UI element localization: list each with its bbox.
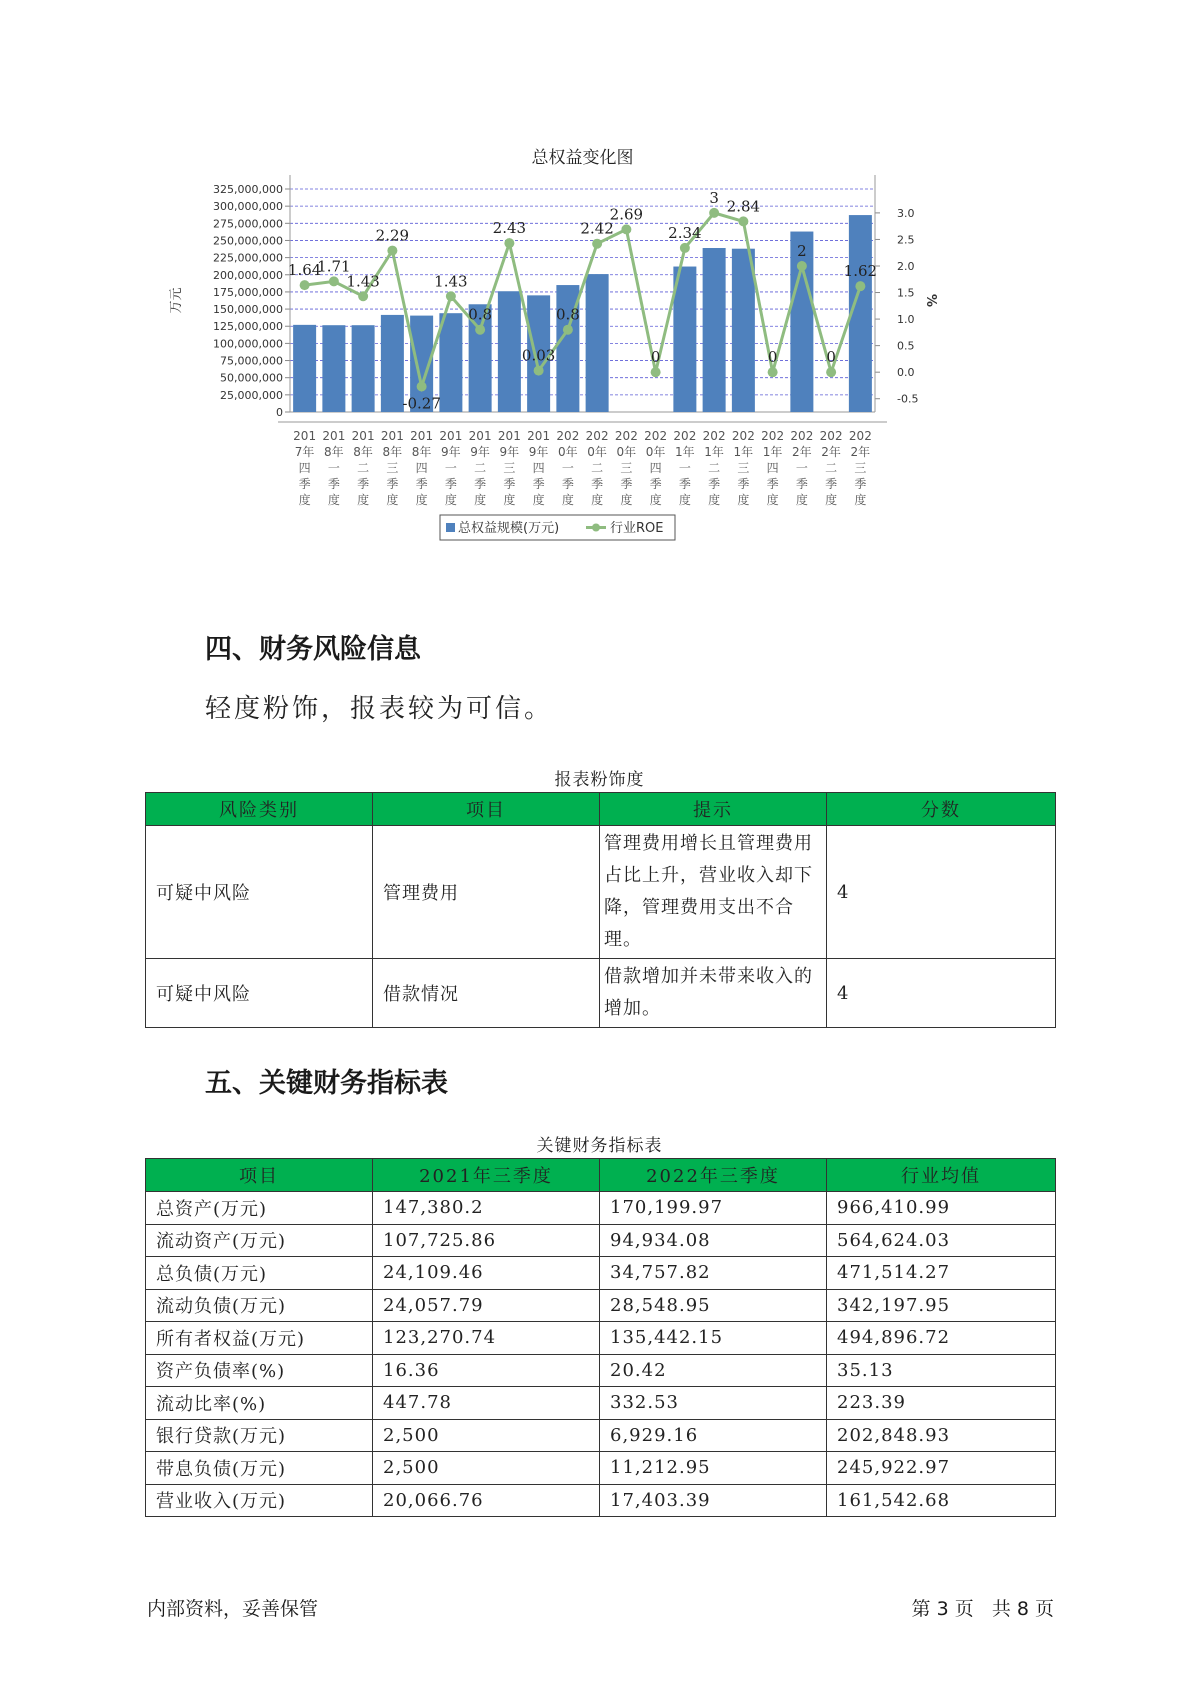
kpi-2021q3: 447.78	[373, 1387, 600, 1420]
roe-data-label: 2.42	[580, 219, 614, 238]
x-tick-label: 7年	[294, 445, 315, 459]
kpi-2022q3: 11,212.95	[600, 1452, 827, 1485]
kpi-table-row	[146, 1224, 1056, 1257]
x-tick-label: 202	[731, 429, 755, 443]
risk-table	[145, 792, 1056, 1028]
legend-bar-label: 总权益规模(万元)	[458, 521, 560, 536]
x-tick-label: 季	[357, 477, 370, 491]
x-tick-label: 202	[644, 429, 668, 443]
y-tick-label: 100,000,000	[213, 337, 283, 351]
kpi-item: 资产负债率(%)	[146, 1354, 373, 1387]
risk-table-caption: 报表粉饰度	[554, 770, 645, 790]
x-tick-label: 201	[380, 429, 404, 443]
x-tick-label: 201	[468, 429, 492, 443]
x-tick-label: 三	[737, 461, 750, 475]
legend-bar-swatch	[446, 523, 455, 532]
roe-data-label: 0	[767, 348, 778, 367]
kpi-table-row	[146, 1452, 1056, 1485]
roe-point	[621, 224, 631, 234]
x-tick-label: 2年	[821, 445, 841, 459]
x-tick-label: 202	[790, 429, 814, 443]
x-tick-label: 季	[474, 477, 487, 491]
kpi-industry-avg: 966,410.99	[827, 1192, 1056, 1225]
x-tick-label: 二	[357, 461, 370, 475]
kpi-2022q3: 94,934.08	[600, 1224, 827, 1257]
roe-point	[387, 246, 397, 256]
bar	[703, 248, 726, 412]
kpi-2021q3: 16.36	[373, 1354, 600, 1387]
kpi-industry-avg: 342,197.95	[827, 1289, 1056, 1322]
x-tick-label: 度	[327, 493, 340, 507]
legend-line-marker	[592, 524, 600, 532]
section-4-heading: 四、财务风险信息	[205, 634, 421, 665]
y-tick-label: 25,000,000	[220, 388, 283, 402]
x-tick-label: 2年	[792, 445, 812, 459]
x-tick-label: 度	[386, 493, 399, 507]
risk-col-hint: 提示	[600, 793, 827, 826]
x-tick-label: 一	[327, 461, 340, 475]
roe-data-label: 2.84	[726, 197, 761, 216]
roe-data-label: 2.29	[375, 226, 410, 245]
x-tick-label: 四	[298, 461, 311, 475]
y-tick-label: 225,000,000	[213, 251, 283, 265]
x-tick-label: 201	[439, 429, 463, 443]
x-tick-label: 度	[561, 493, 574, 507]
x-tick-label: 季	[649, 477, 662, 491]
roe-data-label: 0	[650, 348, 661, 367]
x-tick-label: 度	[620, 493, 633, 507]
x-tick-label: 度	[474, 493, 487, 507]
x-tick-label: 8年	[353, 445, 373, 459]
x-tick-label: 季	[298, 477, 311, 491]
roe-point	[592, 239, 602, 249]
x-tick-label: 季	[503, 477, 516, 491]
kpi-2021q3: 24,057.79	[373, 1289, 600, 1322]
roe-point	[475, 325, 485, 335]
x-tick-label: 三	[854, 461, 867, 475]
x-tick-label: 度	[708, 493, 721, 507]
kpi-table-row	[146, 1257, 1056, 1290]
risk-score: 4	[827, 959, 1056, 1028]
risk-score: 4	[827, 826, 1056, 959]
x-tick-label: 1年	[733, 445, 754, 459]
kpi-table-row	[146, 1484, 1056, 1517]
kpi-item: 总资产(万元)	[146, 1192, 373, 1225]
kpi-2021q3: 2,500	[373, 1452, 600, 1485]
kpi-2021q3: 2,500	[373, 1419, 600, 1452]
roe-point	[855, 281, 865, 291]
roe-data-label: 0.03	[521, 346, 556, 365]
x-tick-label: 201	[293, 429, 317, 443]
risk-col-category: 风险类别	[146, 793, 373, 826]
x-tick-label: 季	[795, 477, 808, 491]
x-tick-label: 1年	[762, 445, 783, 459]
kpi-2022q3: 6,929.16	[600, 1419, 827, 1452]
x-tick-label: 201	[322, 429, 346, 443]
risk-col-score: 分数	[827, 793, 1056, 826]
kpi-industry-avg: 161,542.68	[827, 1484, 1056, 1517]
kpi-table-row	[146, 1289, 1056, 1322]
x-tick-label: 202	[702, 429, 726, 443]
x-tick-label: 201	[351, 429, 375, 443]
x-tick-label: 度	[795, 493, 808, 507]
roe-data-label: 2.69	[609, 205, 644, 224]
y-tick-label: 125,000,000	[213, 320, 283, 334]
y-tick-label: 50,000,000	[220, 371, 283, 385]
x-tick-label: 度	[503, 493, 516, 507]
roe-point	[534, 366, 544, 376]
bar	[293, 325, 316, 412]
y2-tick-label: 1.5	[897, 286, 915, 300]
x-tick-label: 一	[444, 461, 457, 475]
roe-data-label: 2.43	[492, 219, 527, 238]
roe-data-label: 0	[826, 348, 836, 367]
kpi-table	[145, 1158, 1056, 1517]
kpi-2022q3: 135,442.15	[600, 1322, 827, 1355]
y-tick-label: 250,000,000	[213, 234, 283, 248]
x-tick-label: 季	[737, 477, 750, 491]
x-tick-label: 二	[591, 461, 604, 475]
y-tick-label: 300,000,000	[213, 200, 283, 214]
kpi-2021q3: 147,380.2	[373, 1192, 600, 1225]
kpi-2021q3: 107,725.86	[373, 1224, 600, 1257]
kpi-industry-avg: 471,514.27	[827, 1257, 1056, 1290]
x-tick-label: 202	[556, 429, 580, 443]
kpi-table-caption: 关键财务指标表	[536, 1136, 663, 1156]
x-tick-label: 四	[415, 461, 428, 475]
y2-tick-label: 3.0	[897, 206, 915, 220]
roe-data-label: 2.34	[668, 223, 702, 242]
y-tick-label: 75,000,000	[220, 354, 283, 368]
roe-point	[329, 276, 339, 286]
y2-tick-label: 1.0	[897, 313, 915, 327]
kpi-item: 营业收入(万元)	[146, 1484, 373, 1517]
x-tick-label: 度	[737, 493, 750, 507]
y-tick-label: 325,000,000	[213, 183, 283, 196]
x-tick-label: 季	[444, 477, 457, 491]
roe-point	[709, 208, 719, 218]
risk-hint: 管理费用增长且管理费用占比上升，营业收入却下降，管理费用支出不合理。	[600, 826, 827, 959]
x-tick-label: 季	[591, 477, 604, 491]
roe-data-label: 2	[797, 241, 807, 260]
kpi-2021q3: 123,270.74	[373, 1322, 600, 1355]
x-tick-label: 度	[678, 493, 691, 507]
kpi-industry-avg: 564,624.03	[827, 1224, 1056, 1257]
x-tick-label: 季	[532, 477, 545, 491]
roe-point	[797, 261, 807, 271]
footer-page-number: 第 3 页 共 8 页	[911, 1598, 1054, 1620]
x-tick-label: 季	[386, 477, 399, 491]
x-tick-label: 202	[614, 429, 638, 443]
x-tick-label: 度	[298, 493, 311, 507]
x-tick-label: 9年	[528, 445, 549, 459]
x-tick-label: 季	[766, 477, 779, 491]
roe-point	[651, 367, 661, 377]
x-tick-label: 度	[825, 493, 838, 507]
risk-category: 可疑中风险	[146, 959, 373, 1028]
x-tick-label: 季	[620, 477, 633, 491]
kpi-industry-avg: 223.39	[827, 1387, 1056, 1420]
x-tick-label: 度	[357, 493, 370, 507]
risk-col-item: 项目	[373, 793, 600, 826]
kpi-industry-avg: 202,848.93	[827, 1419, 1056, 1452]
y-tick-label: 275,000,000	[213, 217, 283, 231]
roe-point	[446, 291, 456, 301]
kpi-2022q3: 28,548.95	[600, 1289, 827, 1322]
x-tick-label: 一	[678, 461, 691, 475]
risk-hint: 借款增加并未带来收入的增加。	[600, 959, 827, 1028]
kpi-col-industry-avg: 行业均值	[827, 1159, 1056, 1192]
x-tick-label: 二	[825, 461, 838, 475]
roe-point	[358, 291, 368, 301]
x-tick-label: 202	[819, 429, 843, 443]
risk-summary-text: 轻度粉饰，报表较为可信。	[205, 694, 554, 724]
kpi-item: 所有者权益(万元)	[146, 1322, 373, 1355]
kpi-2021q3: 24,109.46	[373, 1257, 600, 1290]
kpi-item: 流动负债(万元)	[146, 1289, 373, 1322]
kpi-2021q3: 20,066.76	[373, 1484, 600, 1517]
x-tick-label: 季	[561, 477, 574, 491]
kpi-item: 流动比率(%)	[146, 1387, 373, 1420]
x-tick-label: 季	[708, 477, 721, 491]
roe-data-label: -0.27	[402, 394, 441, 413]
x-tick-label: 9年	[499, 445, 520, 459]
kpi-table-row	[146, 1192, 1056, 1225]
roe-point	[504, 238, 514, 248]
y2-tick-label: 0.5	[897, 339, 915, 353]
kpi-2022q3: 20.42	[600, 1354, 827, 1387]
x-tick-label: 二	[474, 461, 487, 475]
total-equity-chart	[150, 140, 970, 595]
x-tick-label: 度	[415, 493, 428, 507]
bar	[352, 325, 375, 412]
x-tick-label: 度	[649, 493, 662, 507]
risk-category: 可疑中风险	[146, 826, 373, 959]
kpi-col-item: 项目	[146, 1159, 373, 1192]
kpi-2022q3: 332.53	[600, 1387, 827, 1420]
kpi-item: 带息负债(万元)	[146, 1452, 373, 1485]
x-tick-label: 2年	[850, 445, 871, 459]
x-tick-label: 0年	[616, 445, 637, 459]
y-tick-label: 200,000,000	[213, 268, 283, 282]
roe-data-label: 1.43	[346, 272, 380, 291]
x-tick-label: 8年	[411, 445, 432, 459]
kpi-2022q3: 17,403.39	[600, 1484, 827, 1517]
roe-data-label: 1.64	[287, 261, 322, 280]
y2-tick-label: -0.5	[897, 392, 919, 406]
y2-tick-label: 2.0	[897, 259, 915, 273]
roe-point	[563, 325, 573, 335]
chart-title: 总权益变化图	[531, 148, 634, 168]
x-tick-label: 三	[620, 461, 633, 475]
x-tick-label: 季	[825, 477, 838, 491]
x-tick-label: 度	[532, 493, 545, 507]
y-axis-label: 万元	[169, 287, 184, 314]
risk-table-row	[146, 959, 1056, 1028]
kpi-col-2022q3: 2022年三季度	[600, 1159, 827, 1192]
roe-point	[768, 367, 778, 377]
kpi-table-row	[146, 1419, 1056, 1452]
x-tick-label: 度	[591, 493, 604, 507]
roe-data-label: 1.71	[317, 257, 351, 276]
kpi-industry-avg: 494,896.72	[827, 1322, 1056, 1355]
kpi-item: 总负债(万元)	[146, 1257, 373, 1290]
kpi-table-header-row	[146, 1159, 1056, 1192]
x-tick-label: 1年	[675, 445, 695, 459]
x-tick-label: 四	[649, 461, 662, 475]
section-5-heading: 五、关键财务指标表	[205, 1068, 448, 1099]
bar	[732, 249, 755, 412]
x-tick-label: 度	[766, 493, 779, 507]
x-tick-label: 季	[327, 477, 340, 491]
kpi-table-row	[146, 1322, 1056, 1355]
bar	[439, 313, 462, 412]
roe-point	[300, 280, 310, 290]
x-tick-label: 三	[386, 461, 399, 475]
roe-point	[680, 243, 690, 253]
x-tick-label: 一	[561, 461, 574, 475]
kpi-item: 流动资产(万元)	[146, 1224, 373, 1257]
x-tick-label: 0年	[558, 445, 578, 459]
kpi-table-row	[146, 1387, 1056, 1420]
x-tick-label: 季	[678, 477, 691, 491]
x-tick-label: 201	[527, 429, 551, 443]
x-tick-label: 202	[585, 429, 609, 443]
x-tick-label: 季	[854, 477, 867, 491]
roe-point	[738, 216, 748, 226]
bar	[498, 291, 521, 412]
bar	[586, 274, 609, 412]
y-tick-label: 150,000,000	[213, 303, 283, 317]
roe-data-label: 0.8	[555, 305, 580, 324]
bar	[381, 315, 404, 412]
x-tick-label: 202	[761, 429, 785, 443]
roe-data-label: 1.43	[434, 272, 468, 291]
kpi-item: 银行贷款(万元)	[146, 1419, 373, 1452]
x-tick-label: 202	[673, 429, 697, 443]
legend-line-label: 行业ROE	[610, 521, 664, 536]
y2-tick-label: 2.5	[897, 233, 915, 247]
x-tick-label: 201	[410, 429, 434, 443]
kpi-industry-avg: 245,922.97	[827, 1452, 1056, 1485]
x-tick-label: 二	[708, 461, 721, 475]
y2-tick-label: 0.0	[897, 366, 915, 380]
risk-item: 管理费用	[373, 826, 600, 959]
roe-data-label: 1.62	[843, 262, 878, 281]
x-tick-label: 9年	[470, 445, 490, 459]
kpi-industry-avg: 35.13	[827, 1354, 1056, 1387]
x-tick-label: 一	[795, 461, 808, 475]
y-tick-label: 175,000,000	[213, 285, 283, 299]
x-tick-label: 季	[415, 477, 428, 491]
kpi-2022q3: 34,757.82	[600, 1257, 827, 1290]
x-tick-label: 8年	[382, 445, 403, 459]
kpi-col-2021q3: 2021年三季度	[373, 1159, 600, 1192]
x-tick-label: 度	[444, 493, 457, 507]
x-tick-label: 0年	[645, 445, 666, 459]
roe-data-label: 3	[709, 188, 719, 207]
x-tick-label: 四	[532, 461, 545, 475]
risk-table-row	[146, 826, 1056, 959]
x-tick-label: 1年	[704, 445, 724, 459]
x-tick-label: 201	[497, 429, 521, 443]
kpi-table-row	[146, 1354, 1056, 1387]
y2-axis-label: %	[923, 293, 938, 308]
risk-table-header-row	[146, 793, 1056, 826]
x-tick-label: 8年	[324, 445, 344, 459]
bar	[322, 325, 345, 412]
x-tick-label: 202	[848, 429, 872, 443]
y-tick-label: 0	[276, 406, 283, 419]
roe-data-label: 0.8	[468, 305, 493, 324]
roe-point	[826, 367, 836, 377]
x-tick-label: 9年	[441, 445, 461, 459]
risk-item: 借款情况	[373, 959, 600, 1028]
footer-confidential-note: 内部资料，妥善保管	[147, 1598, 319, 1620]
x-tick-label: 度	[854, 493, 867, 507]
x-tick-label: 三	[503, 461, 516, 475]
x-tick-label: 0年	[587, 445, 607, 459]
roe-point	[417, 382, 427, 392]
kpi-2022q3: 170,199.97	[600, 1192, 827, 1225]
x-tick-label: 四	[766, 461, 779, 475]
